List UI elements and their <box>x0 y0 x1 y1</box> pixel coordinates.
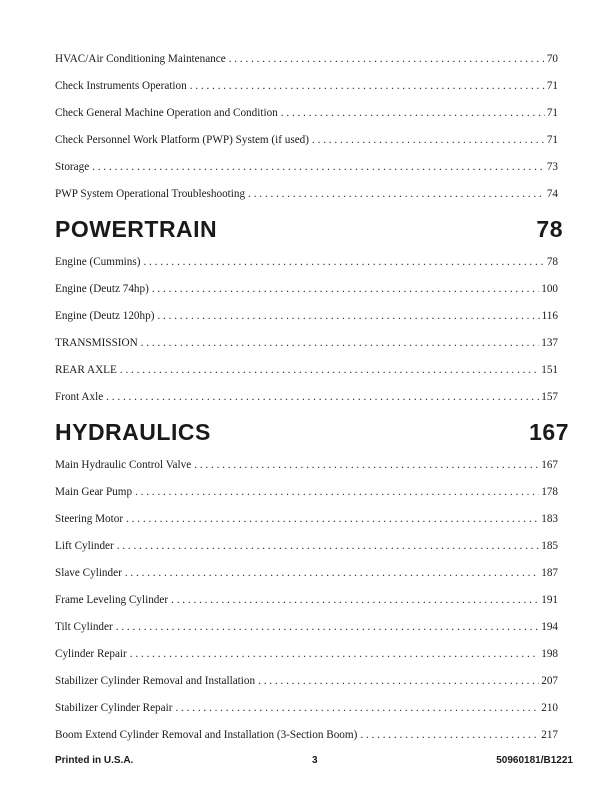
toc-entry-title: TRANSMISSION <box>55 337 138 349</box>
toc-entry-page: 73 <box>546 161 558 173</box>
dot-leader <box>175 702 539 714</box>
dot-leader <box>92 161 545 173</box>
dot-leader <box>360 729 539 741</box>
toc-entry[interactable] <box>55 540 558 554</box>
toc-entry-title: Engine (Deutz 120hp) <box>55 310 155 322</box>
toc-entry[interactable] <box>55 80 558 94</box>
toc-entry[interactable] <box>55 391 558 405</box>
toc-entry-title: Check Personnel Work Platform (PWP) System (if used) <box>55 134 309 146</box>
toc-entry[interactable] <box>55 486 558 500</box>
dot-leader <box>248 188 545 200</box>
toc-entry-title: REAR AXLE <box>55 364 117 376</box>
dot-leader <box>135 486 539 498</box>
toc-entry-title: Cylinder Repair <box>55 648 127 660</box>
toc-entry[interactable] <box>55 364 558 378</box>
toc-entry-title: Engine (Cummins) <box>55 256 141 268</box>
dot-leader <box>157 310 539 322</box>
toc-entry[interactable] <box>55 107 558 121</box>
toc-entry-title: Lift Cylinder <box>55 540 114 552</box>
toc-entry-page: 185 <box>541 540 558 552</box>
toc-entry[interactable] <box>55 188 558 202</box>
dot-leader <box>171 594 539 606</box>
toc-entry-page: 207 <box>541 675 558 687</box>
toc-entry[interactable] <box>55 161 558 175</box>
toc-entry[interactable] <box>55 675 558 689</box>
toc-entry-page: 116 <box>541 310 558 322</box>
footer-printed: Printed in U.S.A. <box>55 755 134 766</box>
toc-entry[interactable] <box>55 134 558 148</box>
toc-entry[interactable] <box>55 621 558 635</box>
dot-leader <box>229 53 545 65</box>
toc-entry-title: HVAC/Air Conditioning Maintenance <box>55 53 226 65</box>
page-footer <box>55 755 573 769</box>
toc-entry-title: PWP System Operational Troubleshooting <box>55 188 246 200</box>
toc-entry-title: Main Gear Pump <box>55 486 133 498</box>
toc-entry-page: 198 <box>541 648 558 660</box>
section-heading-hydraulics[interactable] <box>55 417 569 447</box>
toc-entry-page: 70 <box>546 53 558 65</box>
toc-entry[interactable] <box>55 53 558 67</box>
toc-entry-title: Frame Leveling Cylinder <box>55 594 169 606</box>
section-heading-title: HYDRAULICS <box>55 418 211 445</box>
toc-entry-page: 178 <box>541 486 558 498</box>
toc-entry-title: Main Hydraulic Control Valve <box>55 459 192 471</box>
dot-leader <box>190 80 545 92</box>
toc-entry[interactable] <box>55 702 558 716</box>
dot-leader <box>143 256 544 268</box>
toc-entry-page: 151 <box>541 364 558 376</box>
dot-leader <box>258 675 539 687</box>
toc-entry-title: Tilt Cylinder <box>55 621 113 633</box>
dot-leader <box>312 134 545 146</box>
toc-entry-page: 191 <box>541 594 558 606</box>
toc-entry-page: 194 <box>541 621 558 633</box>
toc-entry[interactable] <box>55 648 558 662</box>
toc-entry-page: 137 <box>541 337 558 349</box>
dot-leader <box>152 283 539 295</box>
document-number: 50960181/B1221 <box>496 755 573 766</box>
toc-entry[interactable] <box>55 256 558 270</box>
section-heading-title: POWERTRAIN <box>55 215 218 242</box>
toc-entry[interactable] <box>55 283 558 297</box>
toc-entry-page: 74 <box>546 188 558 200</box>
dot-leader <box>281 107 545 119</box>
toc-entry-page: 167 <box>541 459 558 471</box>
dot-leader <box>126 513 539 525</box>
toc-entry[interactable] <box>55 513 558 527</box>
toc-entry-page: 183 <box>541 513 558 525</box>
toc-entry-title: Stabilizer Cylinder Removal and Installation <box>55 675 256 687</box>
toc-entry[interactable] <box>55 337 558 351</box>
dot-leader <box>194 459 539 471</box>
dot-leader <box>120 364 539 376</box>
dot-leader <box>117 540 539 552</box>
toc-entry-title: Front Axle <box>55 391 104 403</box>
dot-leader <box>106 391 539 403</box>
toc-entry-page: 210 <box>541 702 558 714</box>
toc-entry[interactable] <box>55 594 558 608</box>
toc-entry-title: Check General Machine Operation and Condition <box>55 107 278 119</box>
toc-entry-title: Slave Cylinder <box>55 567 122 579</box>
toc-entry-title: Stabilizer Cylinder Repair <box>55 702 173 714</box>
toc-entry[interactable] <box>55 459 558 473</box>
toc-entry-title: Steering Motor <box>55 513 124 525</box>
toc-entry-title: Boom Extend Cylinder Removal and Installation (3-Section Boom) <box>55 729 358 741</box>
dot-leader <box>141 337 540 349</box>
dot-leader <box>130 648 539 660</box>
section-heading-page: 78 <box>536 215 563 242</box>
toc-entry-title: Engine (Deutz 74hp) <box>55 283 149 295</box>
toc-entry-title: Check Instruments Operation <box>55 80 187 92</box>
section-heading-powertrain[interactable] <box>55 214 563 244</box>
toc-entry[interactable] <box>55 729 558 743</box>
section-heading-page: 167 <box>529 418 569 445</box>
toc-entry-page: 217 <box>541 729 558 741</box>
toc-entry-page: 100 <box>541 283 558 295</box>
toc-entry-page: 187 <box>541 567 558 579</box>
toc-entry-page: 78 <box>546 256 558 268</box>
toc-entry-page: 71 <box>546 134 558 146</box>
toc-entry-page: 71 <box>546 107 558 119</box>
toc-entry[interactable] <box>55 310 558 324</box>
toc-entry-title: Storage <box>55 161 90 173</box>
toc-entry-page: 71 <box>546 80 558 92</box>
toc-entry-page: 157 <box>541 391 558 403</box>
dot-leader <box>125 567 539 579</box>
page-number: 3 <box>312 755 318 766</box>
toc-entry[interactable] <box>55 567 558 581</box>
dot-leader <box>116 621 540 633</box>
